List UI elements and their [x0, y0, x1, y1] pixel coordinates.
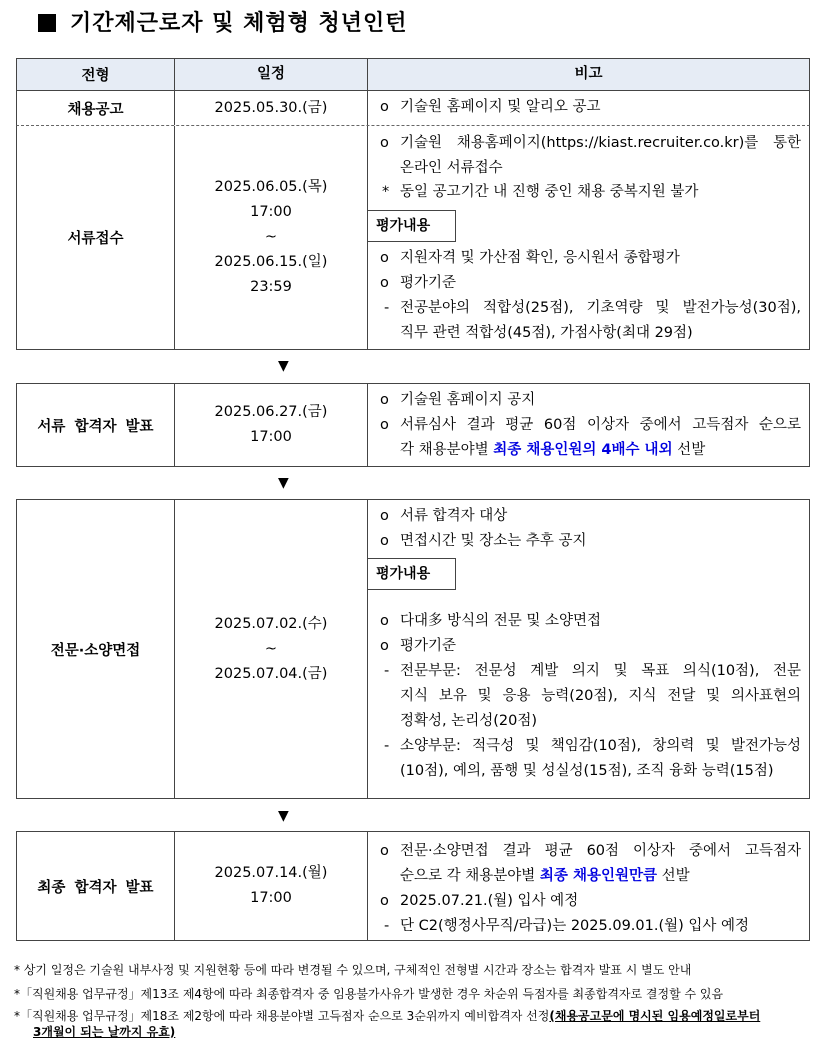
arrow-down-icon: ▼ [278, 475, 289, 491]
row-interview [16, 499, 810, 799]
header-schedule: 일정 [175, 59, 368, 90]
arrow-down-icon: ▼ [278, 808, 289, 824]
header-notes: 비고 [574, 66, 603, 83]
highlight-4x: 최종 채용인원의 4배수 내외 [493, 442, 673, 458]
page-title: 기간제근로자 및 체험형 청년인턴 [38, 6, 408, 37]
row-final [16, 831, 810, 941]
footnote-3: *「직원채용 업무규정」제18조 제2항에 따라 채용분야별 고득점자 순으로 3순위까지 예비합격자 선정(채용공고문에 명시된 임용예정일로부터 [14, 1009, 761, 1023]
arrow-down-icon: ▼ [278, 358, 289, 374]
footnote-1: * 상기 일정은 기술원 내부사정 및 지원현황 등에 따라 변경될 수 있으며, 구체적인 전형별 시간과 장소는 합격자 발표 시 별도 안내 [14, 963, 692, 977]
notes-docs-result: o 기술원 홈페이지 공지 o 서류심사 결과 평균 60점 이상자 중에서 고득점자 순으로 각 채용분야별 최종 채용인원의 4배수 내외 선발 [380, 392, 801, 458]
schedule-docs: 2025.06.05.(목) 17:00 ~ 2025.06.15.(일) 23:59 [175, 126, 368, 349]
square-bullet-icon [38, 14, 56, 32]
stage-docs: 서류접수 [17, 126, 175, 349]
highlight-final-count: 최종 채용인원만큼 [539, 868, 657, 884]
notes-interview: o 서류 합격자 대상 o 면접시간 및 장소는 추후 공지 평가내용 o 다대多 방식의 전문 및 소양면접 o 평가기준 - 전문부문: 전문성 계발 의지 및 목표 의식(10점), 전문 지식 보유 및 응용 능력(20점), 지식 전달 및 의사표현의 정확성, 논리성(20점) - 소양부문: 적극성 및 책임감(10점), 창의력 및 발전가능성 (10점), 예의, 품행 및 성실성(15점), 조직 융화 능력(15점) [368, 500, 809, 798]
schedule-final: 2025.07.14.(월) 17:00 [175, 832, 368, 940]
header-stage: 전형 [17, 59, 175, 90]
notes-docs: o 기술원 채용홈페이지(https://kiast.recruiter.co.kr)를 통한 온라인 서류접수 * 동일 공고기간 내 진행 중인 채용 중복지원 불가 평가내용 o 지원자격 및 가산점 확인, 응시원서 종합평가 o 평가기준 - 전공분야의 적합성(25점), 기초역량 및 발전가능성(30점), 직무 관련 적합성(45점), 가점사항(최대 29점) [368, 126, 809, 349]
schedule-interview: 2025.07.02.(수) ~ 2025.07.04.(금) [175, 500, 368, 798]
table-header [16, 58, 810, 91]
row-docs-result [16, 383, 810, 467]
stage-docs-result: 서류 합격자 발표 [17, 384, 175, 466]
notes-final: o 전문·소양면접 결과 평균 60점 이상자 중에서 고득점자 순으로 각 채용분야별 최종 채용인원만큼 선발 o 2025.07.21.(월) 입사 예정 - 단 C2(행정사무직/라급)는 2025.09.01.(월) 입사 예정 [380, 843, 801, 934]
schedule-notice: 2025.05.30.(금) [175, 91, 368, 125]
footnote-2: *「직원채용 업무규정」제13조 제4항에 따라 최종합격자 중 임용불가사유가 발생한 경우 차순위 득점자를 최종합격자로 결정할 수 있음 [14, 987, 724, 1001]
eval-label-docs: 평가내용 [368, 210, 456, 242]
schedule-docs-result: 2025.06.27.(금) 17:00 [175, 384, 368, 466]
eval-label-interview: 평가내용 [368, 558, 456, 590]
row-docs [16, 125, 810, 350]
notes-notice: o 기술원 홈페이지 및 알리오 공고 [368, 91, 809, 125]
note: 기술원 홈페이지 및 알리오 공고 [400, 99, 601, 115]
stage-interview: 전문·소양면접 [17, 500, 175, 798]
footnote-3-cont: 3개월이 되는 날까지 유효) [33, 1025, 176, 1039]
stage-final: 최종 합격자 발표 [17, 832, 175, 940]
row-notice [16, 91, 810, 125]
stage-notice: 채용공고 [17, 91, 175, 125]
